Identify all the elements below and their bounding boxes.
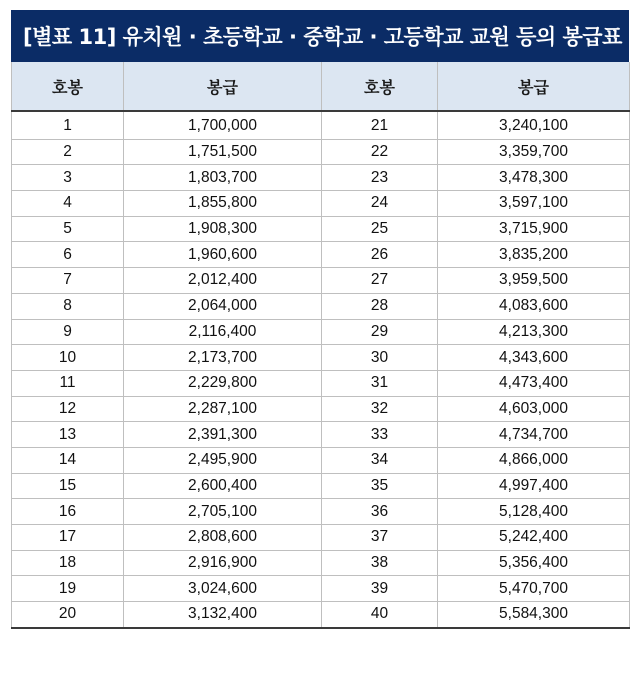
salary-left-cell: 2,705,100 xyxy=(124,499,322,525)
table-row xyxy=(12,216,630,242)
salary-left-cell: 1,960,600 xyxy=(124,242,322,268)
salary-right-cell: 4,343,600 xyxy=(438,345,630,371)
grade-right-cell: 34 xyxy=(322,447,438,473)
grade-left-cell: 20 xyxy=(12,602,124,628)
salary-right-cell: 5,242,400 xyxy=(438,525,630,551)
table-row xyxy=(12,499,630,525)
salary-left-cell: 2,916,900 xyxy=(124,550,322,576)
salary-right-cell: 3,959,500 xyxy=(438,268,630,294)
table-row xyxy=(12,550,630,576)
salary-left-cell: 1,908,300 xyxy=(124,216,322,242)
grade-right-cell: 39 xyxy=(322,576,438,602)
table-row xyxy=(12,422,630,448)
grade-left-cell: 4 xyxy=(12,191,124,217)
table-title: [별표 11] 유치원 · 초등학교 · 중학교 · 고등학교 교원 등의 봉급표 xyxy=(11,10,629,62)
salary-right-cell: 5,356,400 xyxy=(438,550,630,576)
salary-right-cell: 3,478,300 xyxy=(438,165,630,191)
salary-right-cell: 4,866,000 xyxy=(438,447,630,473)
grade-right-cell: 30 xyxy=(322,345,438,371)
table-row xyxy=(12,242,630,268)
salary-right-cell: 5,470,700 xyxy=(438,576,630,602)
salary-right-cell: 4,997,400 xyxy=(438,473,630,499)
table-row xyxy=(12,447,630,473)
salary-right-cell: 3,359,700 xyxy=(438,139,630,165)
table-row xyxy=(12,293,630,319)
salary-left-cell: 2,391,300 xyxy=(124,422,322,448)
grade-right-cell: 36 xyxy=(322,499,438,525)
grade-right-cell: 38 xyxy=(322,550,438,576)
salary-right-cell: 4,083,600 xyxy=(438,293,630,319)
salary-left-cell: 2,495,900 xyxy=(124,447,322,473)
table-row xyxy=(12,165,630,191)
grade-right-cell: 31 xyxy=(322,370,438,396)
salary-left-cell: 2,600,400 xyxy=(124,473,322,499)
grade-left-cell: 7 xyxy=(12,268,124,294)
grade-left-cell: 6 xyxy=(12,242,124,268)
salary-left-cell: 1,855,800 xyxy=(124,191,322,217)
salary-left-cell: 2,064,000 xyxy=(124,293,322,319)
grade-left-cell: 3 xyxy=(12,165,124,191)
grade-right-cell: 28 xyxy=(322,293,438,319)
table-row xyxy=(12,370,630,396)
salary-right-cell: 4,473,400 xyxy=(438,370,630,396)
header-grade-right: 호봉 xyxy=(322,62,438,111)
grade-left-cell: 2 xyxy=(12,139,124,165)
grade-left-cell: 19 xyxy=(12,576,124,602)
table-row xyxy=(12,319,630,345)
table-row xyxy=(12,473,630,499)
grade-left-cell: 13 xyxy=(12,422,124,448)
salary-left-cell: 2,116,400 xyxy=(124,319,322,345)
salary-right-cell: 3,597,100 xyxy=(438,191,630,217)
salary-right-cell: 4,734,700 xyxy=(438,422,630,448)
header-salary-left: 봉급 xyxy=(124,62,322,111)
table-row xyxy=(12,602,630,628)
salary-right-cell: 5,584,300 xyxy=(438,602,630,628)
grade-left-cell: 8 xyxy=(12,293,124,319)
grade-left-cell: 12 xyxy=(12,396,124,422)
grade-right-cell: 35 xyxy=(322,473,438,499)
salary-left-cell: 2,287,100 xyxy=(124,396,322,422)
grade-right-cell: 25 xyxy=(322,216,438,242)
grade-left-cell: 11 xyxy=(12,370,124,396)
table-row xyxy=(12,345,630,371)
table-row xyxy=(12,576,630,602)
salary-right-cell: 3,240,100 xyxy=(438,111,630,139)
table-row xyxy=(12,525,630,551)
header-salary-right: 봉급 xyxy=(438,62,630,111)
salary-left-cell: 1,700,000 xyxy=(124,111,322,139)
grade-right-cell: 23 xyxy=(322,165,438,191)
salary-left-cell: 1,751,500 xyxy=(124,139,322,165)
grade-right-cell: 29 xyxy=(322,319,438,345)
grade-right-cell: 21 xyxy=(322,111,438,139)
table-row xyxy=(12,139,630,165)
grade-right-cell: 32 xyxy=(322,396,438,422)
grade-right-cell: 33 xyxy=(322,422,438,448)
salary-right-cell: 3,715,900 xyxy=(438,216,630,242)
salary-left-cell: 2,808,600 xyxy=(124,525,322,551)
grade-right-cell: 40 xyxy=(322,602,438,628)
table-header-row xyxy=(12,62,630,111)
grade-left-cell: 10 xyxy=(12,345,124,371)
grade-left-cell: 14 xyxy=(12,447,124,473)
grade-left-cell: 15 xyxy=(12,473,124,499)
salary-left-cell: 3,132,400 xyxy=(124,602,322,628)
grade-right-cell: 27 xyxy=(322,268,438,294)
table-row xyxy=(12,191,630,217)
grade-right-cell: 22 xyxy=(322,139,438,165)
grade-right-cell: 37 xyxy=(322,525,438,551)
salary-left-cell: 2,173,700 xyxy=(124,345,322,371)
salary-left-cell: 2,229,800 xyxy=(124,370,322,396)
salary-right-cell: 5,128,400 xyxy=(438,499,630,525)
grade-left-cell: 9 xyxy=(12,319,124,345)
grade-left-cell: 18 xyxy=(12,550,124,576)
grade-left-cell: 1 xyxy=(12,111,124,139)
salary-left-cell: 3,024,600 xyxy=(124,576,322,602)
salary-right-cell: 4,603,000 xyxy=(438,396,630,422)
table-row xyxy=(12,396,630,422)
table-row xyxy=(12,111,630,139)
grade-right-cell: 24 xyxy=(322,191,438,217)
header-grade-left: 호봉 xyxy=(12,62,124,111)
grade-left-cell: 16 xyxy=(12,499,124,525)
table-row xyxy=(12,268,630,294)
salary-left-cell: 2,012,400 xyxy=(124,268,322,294)
grade-right-cell: 26 xyxy=(322,242,438,268)
salary-left-cell: 1,803,700 xyxy=(124,165,322,191)
grade-left-cell: 5 xyxy=(12,216,124,242)
salary-right-cell: 4,213,300 xyxy=(438,319,630,345)
grade-left-cell: 17 xyxy=(12,525,124,551)
salary-right-cell: 3,835,200 xyxy=(438,242,630,268)
salary-table xyxy=(11,62,630,629)
